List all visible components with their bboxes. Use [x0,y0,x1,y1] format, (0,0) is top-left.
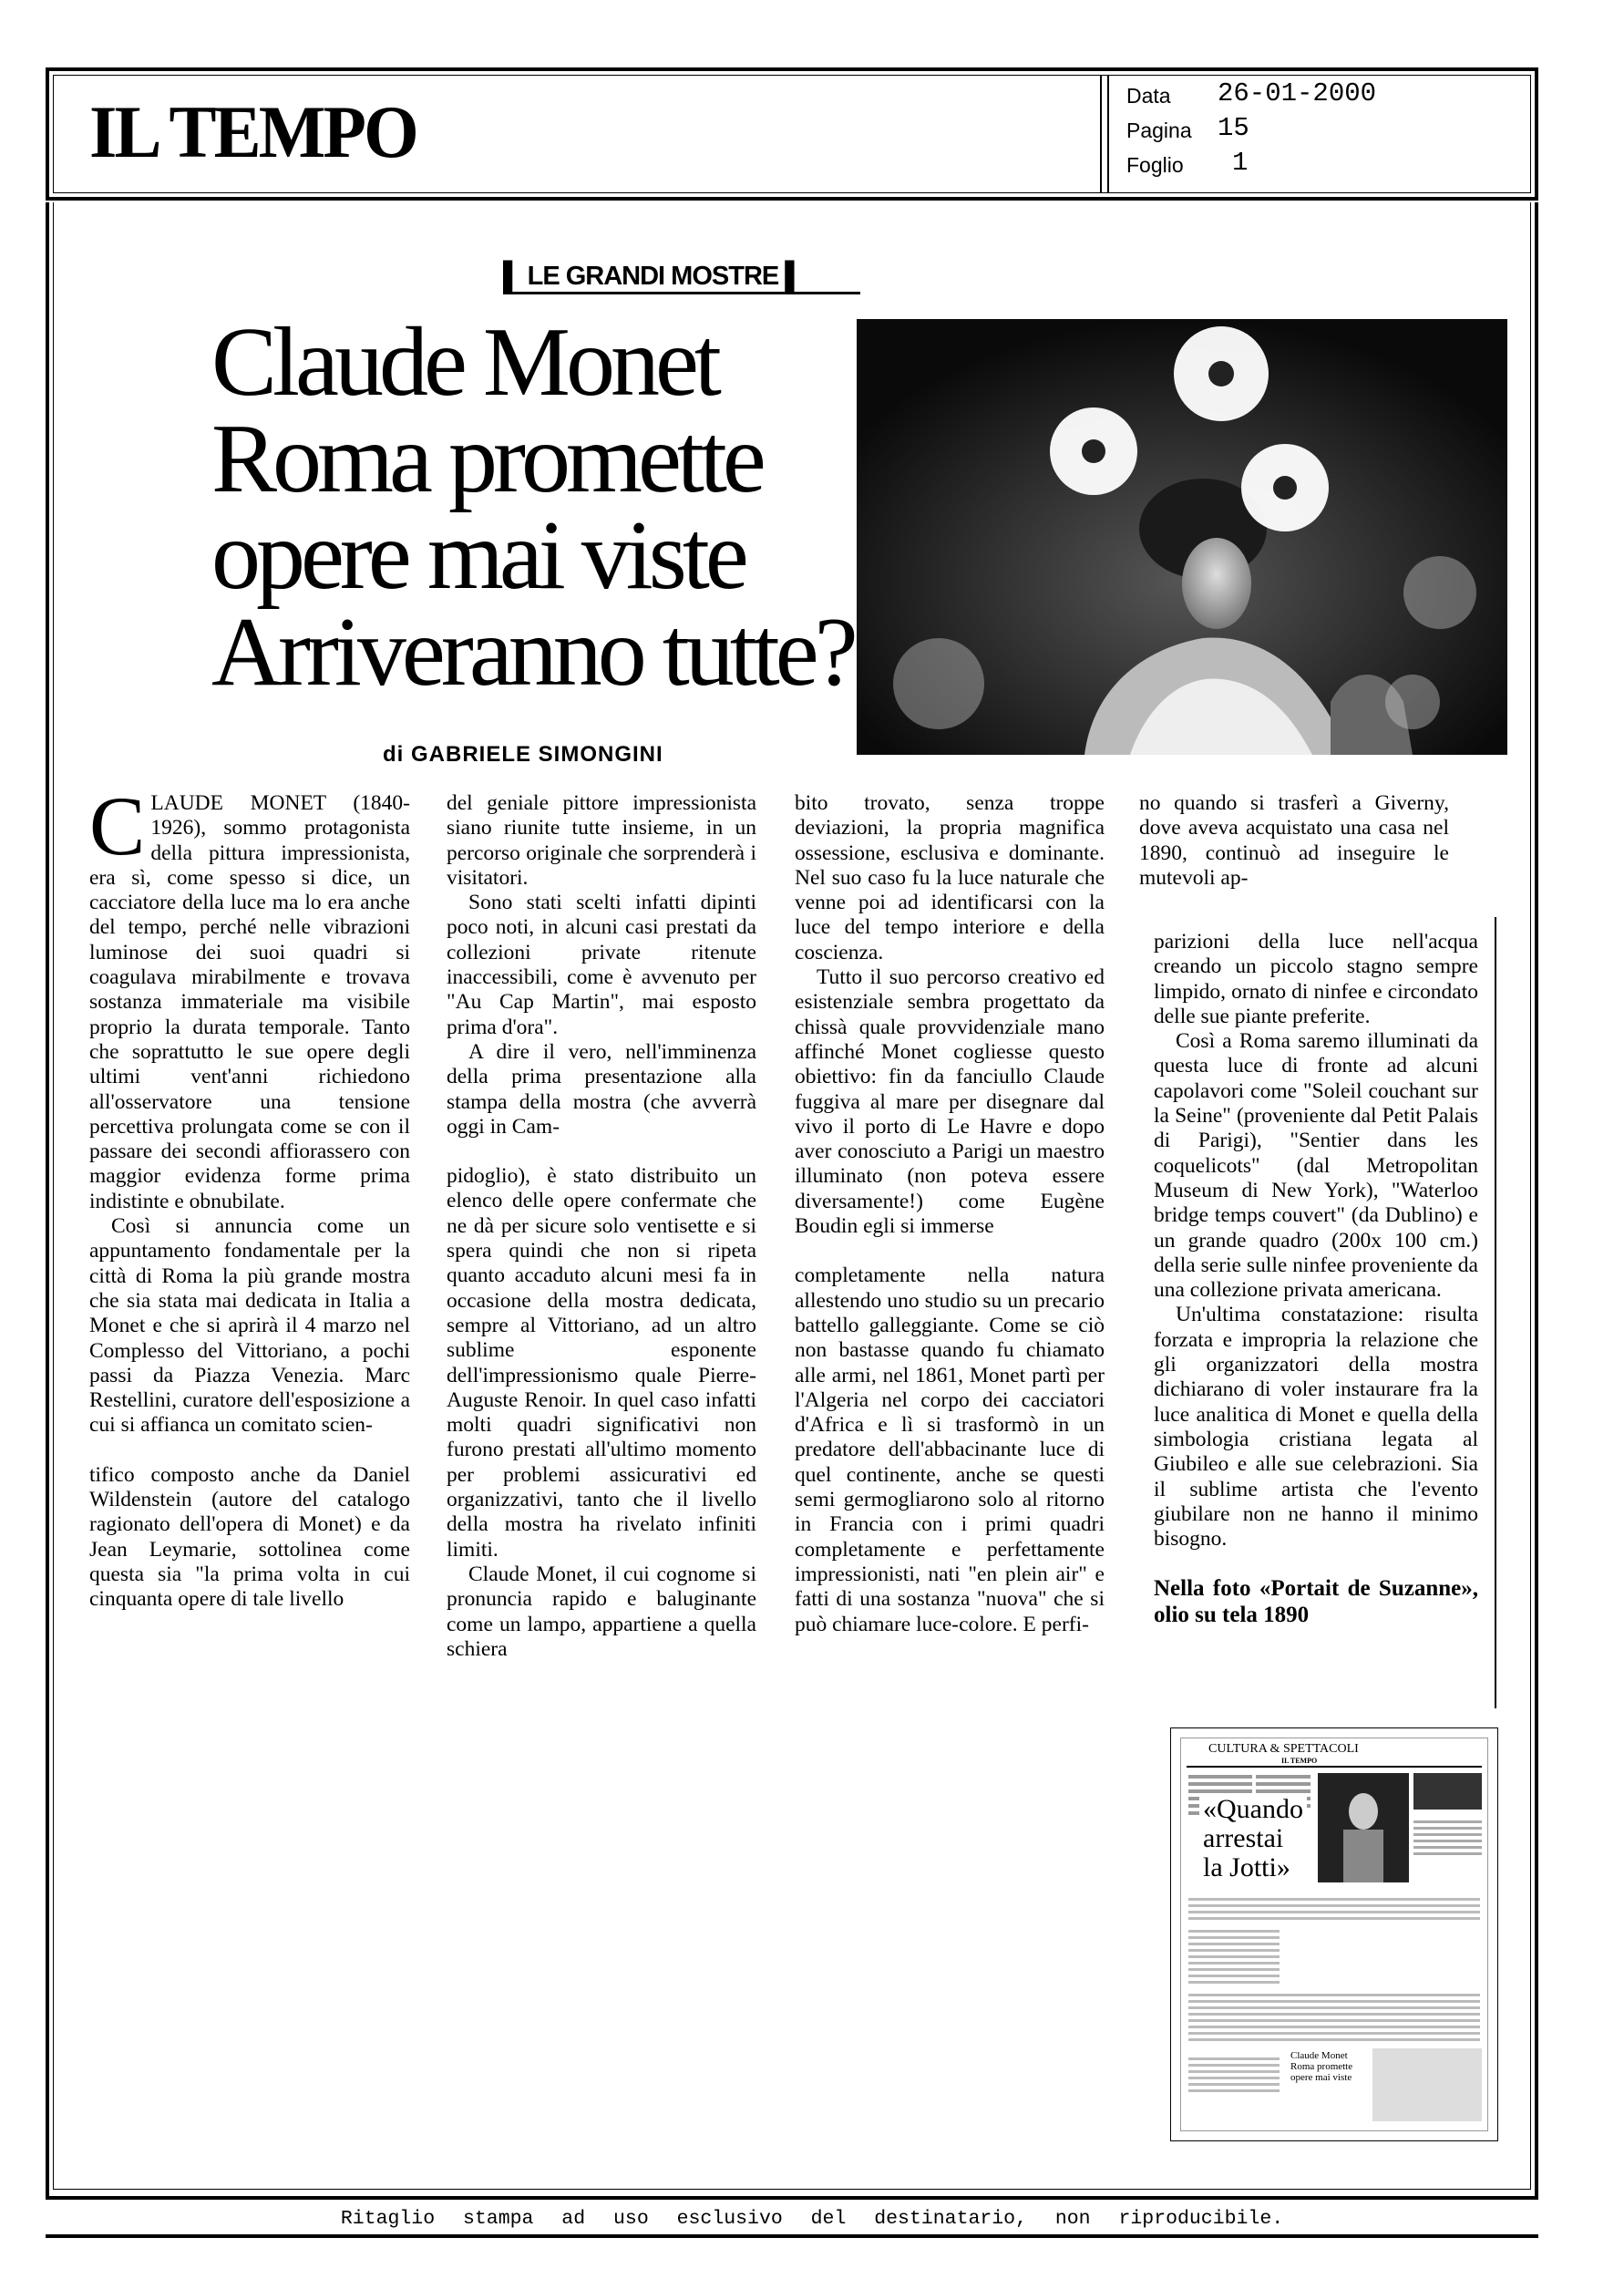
paragraph: Così a Roma saremo illuminati da questa luce di fronte ad alcuni capolavori come "Soleil couchant sur la Seine" (proveniente dal Petit Palais di Parigi), "Sentier dans les coquelicots" (dal Metropolitan Museum di New York), "Waterloo bridge temps couvert" (da Dublino) e un grande quadro (200x 100 cm.) della serie sulle ninfee proveniente da una collezione privata americana. [1154,1029,1478,1303]
header-divider [1107,75,1109,193]
thumbnail-headline-line: «Quando [1203,1794,1303,1824]
date-label: Data [1126,84,1171,108]
kicker-underline [503,292,860,294]
column-rule [1495,917,1496,1708]
paragraph: no quando si trasferì a Giverny, dove aveva acquistato una casa nel 1890, continuò ad inseguire le mutevoli ap- [1139,791,1449,890]
paragraph: Sono stati scelti infatti dipinti poco noti, in alcuni casi prestati da collezioni private ritenute inaccessibili, come è avvenuto per "Au Cap Martin", mai esposto prima d'ora". [447,891,756,1039]
paragraph: A dire il vero, nell'imminenza della prima presentazione alla stampa della mostra (che avverrà oggi in Cam- [447,1039,756,1139]
photo-portrait-graphic [857,319,1507,755]
thumbnail-section: CULTURA & SPETTACOLI [1208,1742,1359,1756]
paragraph: tifico composto anche da Daniel Wildenstein (autore del catalogo ragionato dell'opera di Monet) e da Jean Leymarie, sottolinea come questa sia "la prima volta in cui cinquanta opere di tale livello [89,1462,410,1612]
headline-line: Claude Monet [211,308,717,417]
article-column-2 [447,791,756,1662]
kicker-text: LE GRANDI MOSTRE [527,262,779,291]
masthead: IL TEMPO [89,90,416,173]
page-thumbnail [1170,1727,1498,2141]
paragraph: bito trovato, senza troppe deviazioni, la propria magnifica ossessione, esclusiva e dominante. Nel suo caso fu la luce naturale che venne poi ad identificarsi con la luce del tempo interiore e della coscienza. [795,791,1105,964]
thumbnail-mini-line: Claude Monet [1290,2050,1348,2061]
article-column-4 [1154,930,1478,1628]
headline [211,308,854,706]
thumbnail-headline [1199,1793,1307,1884]
article-column-1 [89,779,410,1613]
paragraph: pidoglio), è stato distribuito un elenco delle opere confermate che ne dà per sicure solo ventisette e si spera quindi che non si ripeta quanto accaduto alcuni mesi fa in occasione della mostra dedicata, sempre al Vittoriano, ad un altro sublime esponente dell'impressionismo quale Pierre-Auguste Renoir. In quel caso infatti molti quadri significativi non furono prestati all'ultimo momento per problemi assicurativi ed organizzativi, tanto che il livello della mostra ha rivelato infiniti limiti. [447,1164,756,1562]
photo-caption: Nella foto «Portait de Suzanne», olio su tela 1890 [1154,1576,1478,1628]
thumbnail-page [1180,1738,1488,2131]
footer-rule [46,2234,1538,2238]
section-kicker: ▌ LE GRANDI MOSTRE ▌ [503,262,803,291]
paragraph: parizioni della luce nell'acqua creando un piccolo stagno sempre limpido, ornato di ninfee e circondato delle sue piante preferite. [1154,930,1478,1028]
thumbnail-mini-line: opere mai viste [1290,2072,1352,2083]
thumbnail-headline-line: la Jotti» [1203,1852,1290,1882]
sheet-label: Foglio [1126,153,1184,177]
article-column-3 [795,791,1105,1637]
paragraph: Un'ultima constatazione: risulta forzata e impropria la relazione che gli organizzatori della mostra dichiarano di voler instaurare fra la luce analitica di Monet e quella della simbologia cristiana legata al Giubileo e alle sue celebrazioni. Sia il sublime artista che l'evento giubilare non ne hanno il minimo bisogno. [1154,1303,1478,1552]
thumbnail-headline-line: arrestai [1203,1823,1284,1853]
headline-line: Roma promette [211,405,762,513]
sheet-value: 1 [1232,148,1249,178]
byline: di GABRIELE SIMONGINI [383,742,663,767]
thumbnail-masthead: IL TEMPO [1281,1757,1318,1765]
paragraph: completamente nella natura allestendo uno studio su un precario battello galleggiante. Come se ciò non bastasse quando fu chiamato alle armi, nel 1861, Monet partì per l'Algeria nel corpo dei cacciatori d'Africa e lì si trasformò in un predatore dell'abbacinante luce di quel continente, anche se questi semi germogliarono solo al ritorno in Francia con i primi quadri completamente e perfettamente impressionisti, nati "en plein air" e fatti di una sostanza "nuova" che si può chiamare luce-colore. E perfi- [795,1263,1105,1636]
headline-line: opere mai viste [211,501,745,610]
paragraph [89,779,410,1214]
footer-notice: Ritaglio stampa ad uso esclusivo del destinatario, non riproducibile. [340,2208,1284,2230]
paragraph: Claude Monet, il cui cognome si pronuncia rapido e baluginante come un lampo, appartiene a quella schiera [447,1562,756,1661]
paragraph: Così si annuncia come un appuntamento fondamentale per la città di Roma la più grande mostra che sia stata mai dedicata in Italia a Monet e che si aprirà il 4 marzo nel Complesso del Vittoriano, a pochi passi da Piazza Venezia. Marc Restellini, curatore dell'esposizione a cui si affianca un comitato scien- [89,1214,410,1438]
paragraph: del geniale pittore impressionista siano riunite tutte insieme, in un percorso originale che sorprenderà i visitatori. [447,791,756,890]
page-label: Pagina [1126,119,1192,142]
paragraph-text: LAUDE MONET (1840-1926), sommo protagonista della pittura impressionista, era sì, come spesso si dice, un cacciatore della luce ma lo era anche del tempo, perché nelle vibrazioni luminose dei suoi quadri si coagulava mirabilmente e trovava sostanza immateriale ma visibile proprio la durata temporale. Tanto che soprattutto le sue opere degli ultimi vent'anni richiedono all'osservatore una tensione percettiva prolungata come se con il passare dei secondi affiorassero con maggior evidenza forme prima indistinte e obnubilate. [89,791,410,1213]
page-value: 15 [1218,113,1249,143]
thumbnail-mini-line: Roma promette [1290,2061,1353,2072]
date-value: 26-01-2000 [1218,78,1377,108]
paragraph: Tutto il suo percorso creativo ed esistenziale sembra progettato da chissà quale provvidenziale mano affinché Monet cogliesse questo obiettivo: fin da fanciullo Claude fuggiva al mare per disegnare dal vivo il porto di Le Havre e dopo aver conosciuto a Parigi un maestro illuminato (non poteva essere diversamente!) come Eugène Boudin egli si immerse [795,965,1105,1239]
headline-line: Arriveranno tutte? [211,598,854,706]
article-column-4-top [1139,791,1449,891]
article-photo [857,319,1507,755]
thumbnail-article-headline [1289,2048,1354,2085]
header-divider [1100,75,1102,193]
dropcap: C [89,779,146,872]
